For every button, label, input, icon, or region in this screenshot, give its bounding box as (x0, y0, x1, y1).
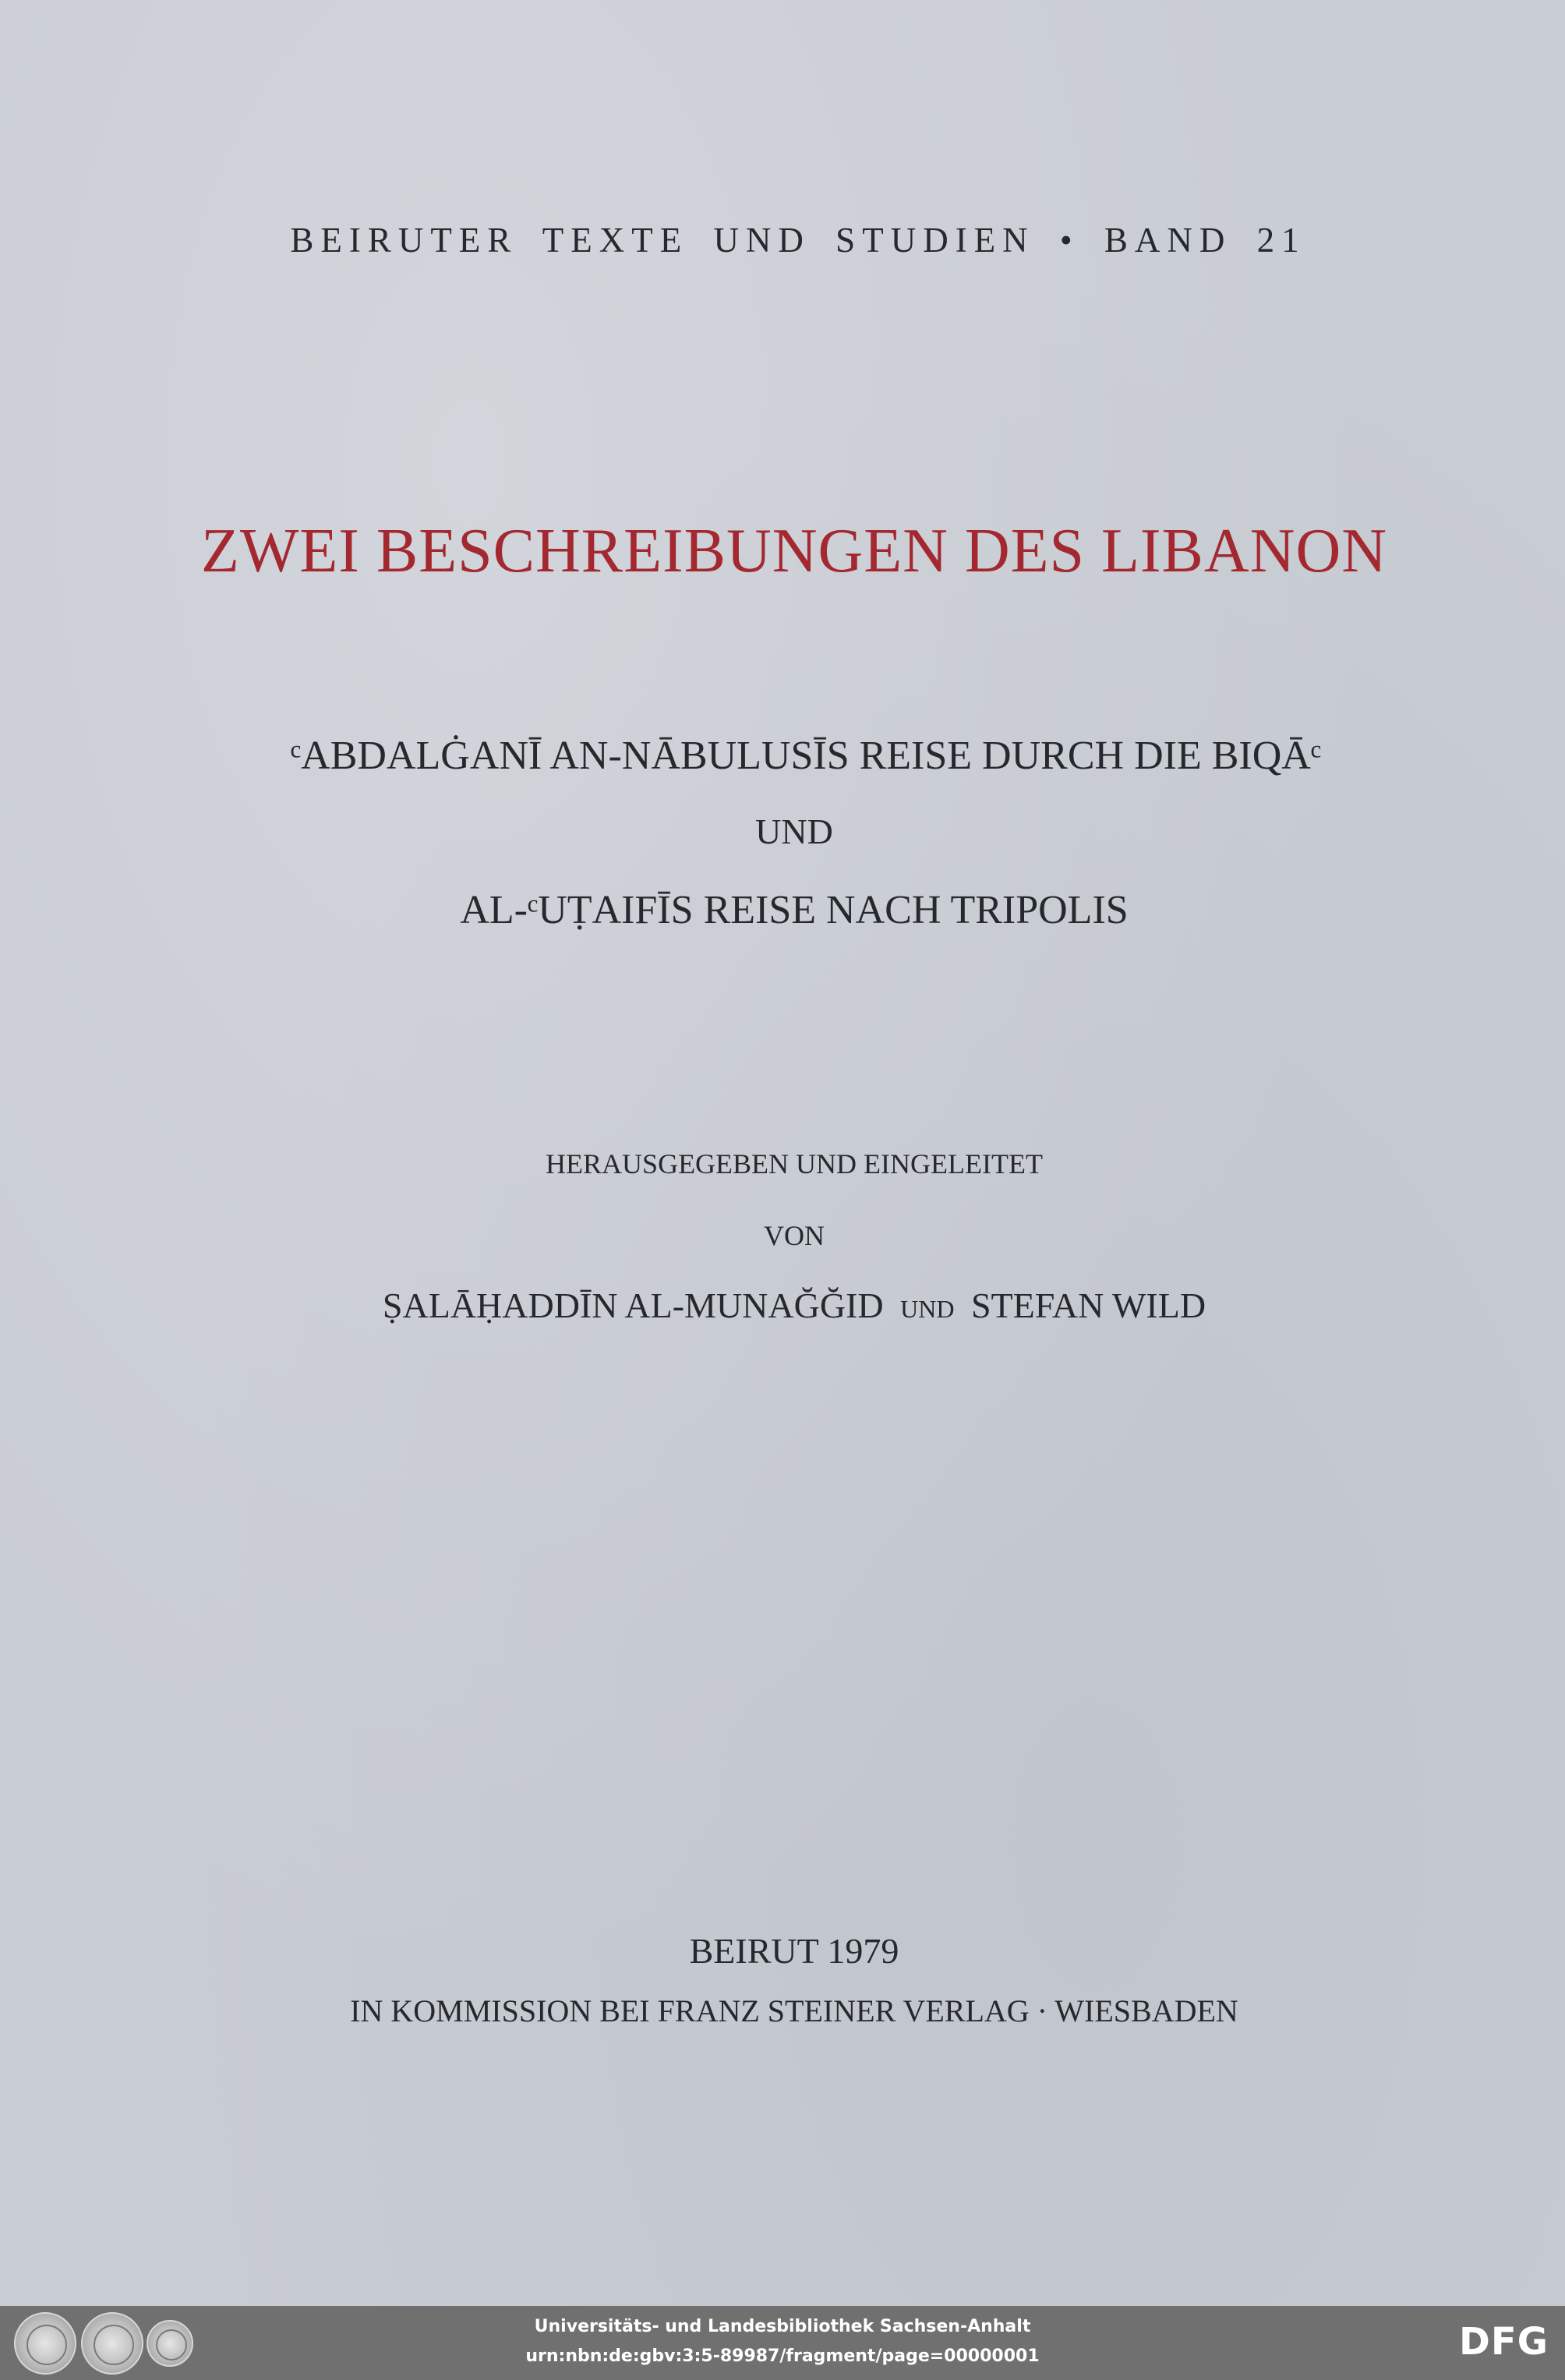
author-connector: UND (900, 1295, 955, 1323)
library-name: Universitäts- und Landesbibliothek Sachsen-Anhalt (534, 2317, 1031, 2336)
authors-line (0, 1285, 1565, 1326)
author-1: ṢALĀḤADDĪN AL-MUNAĞĞID (382, 1285, 884, 1325)
cover-title: ZWEI BESCHREIBUNGEN DES LIBANON (200, 517, 1387, 585)
urn-link[interactable]: urn:nbn:de:gbv:3:5-89987/fragment/page=00000001 (525, 2346, 1040, 2366)
editors-intro: HERAUSGEGEBEN UND EINGELEITET (546, 1148, 1043, 1179)
subtitle-connector: UND (755, 812, 833, 851)
subtitle-line-2: AL-ᶜUṬAIFĪS REISE NACH TRIPOLIS (460, 888, 1129, 932)
publisher-line: IN KOMMISSION BEI FRANZ STEINER VERLAG · WIESBADEN (350, 1993, 1238, 2028)
subtitle-line-1: ᶜABDALĠANĪ AN-NĀBULUSĪS REISE DURCH DIE BIQĀᶜ (290, 734, 1322, 778)
place-year: BEIRUT 1979 (689, 1931, 899, 1971)
dfg-logo: DFG (1459, 2320, 1549, 2364)
by-label: VON (764, 1220, 825, 1251)
author-2: STEFAN WILD (970, 1285, 1206, 1325)
series-line: BEIRUTER TEXTE UND STUDIEN • BAND 21 (290, 221, 1306, 260)
